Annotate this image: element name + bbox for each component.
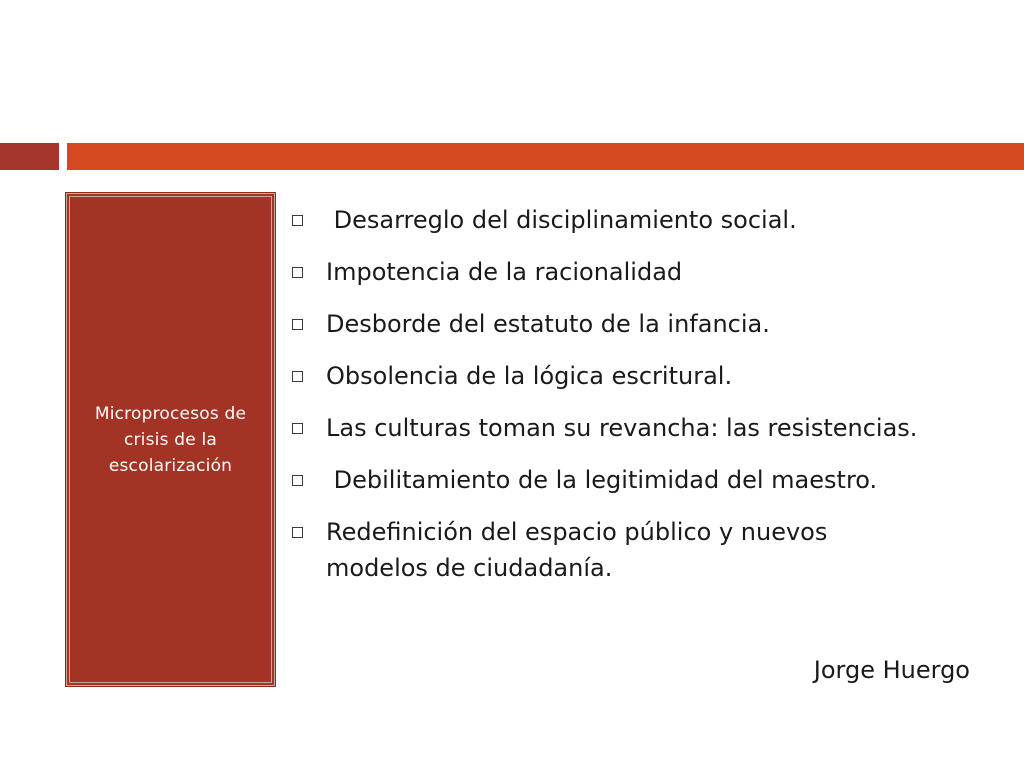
square-bullet-icon (292, 371, 303, 382)
square-bullet-icon (292, 475, 303, 486)
bullet-text: Impotencia de la racionalidad (326, 258, 683, 286)
section-label-text: Microprocesos de crisis de la escolarización (94, 403, 247, 476)
bullet-text: Las culturas toman su revancha: las resistencias. (326, 414, 918, 442)
bullet-text: Redefinición del espacio público y nuevos modelos de ciudadanía. (326, 518, 828, 582)
bullet-list (288, 202, 988, 586)
author-name: Jorge Huergo (813, 656, 970, 684)
bullet-item (288, 306, 988, 342)
bullet-text: Desborde del estatuto de la infancia. (326, 310, 770, 338)
square-bullet-icon (292, 267, 303, 278)
header-accent-bar-right (67, 143, 1024, 170)
header-accent-bar-left (0, 143, 59, 170)
square-bullet-icon (292, 215, 303, 226)
bullet-item (288, 410, 988, 446)
bullet-item (288, 462, 988, 498)
bullet-text: Debilitamiento de la legitimidad del maestro. (326, 466, 878, 494)
bullet-text: Desarreglo del disciplinamiento social. (326, 206, 797, 234)
bullet-item (288, 358, 988, 394)
square-bullet-icon (292, 423, 303, 434)
square-bullet-icon (292, 527, 303, 538)
bullet-item (288, 202, 988, 238)
section-label-box (66, 193, 275, 686)
bullet-item (288, 514, 926, 586)
bullet-item (288, 254, 988, 290)
bullet-text: Obsolencia de la lógica escritural. (326, 362, 733, 390)
square-bullet-icon (292, 319, 303, 330)
